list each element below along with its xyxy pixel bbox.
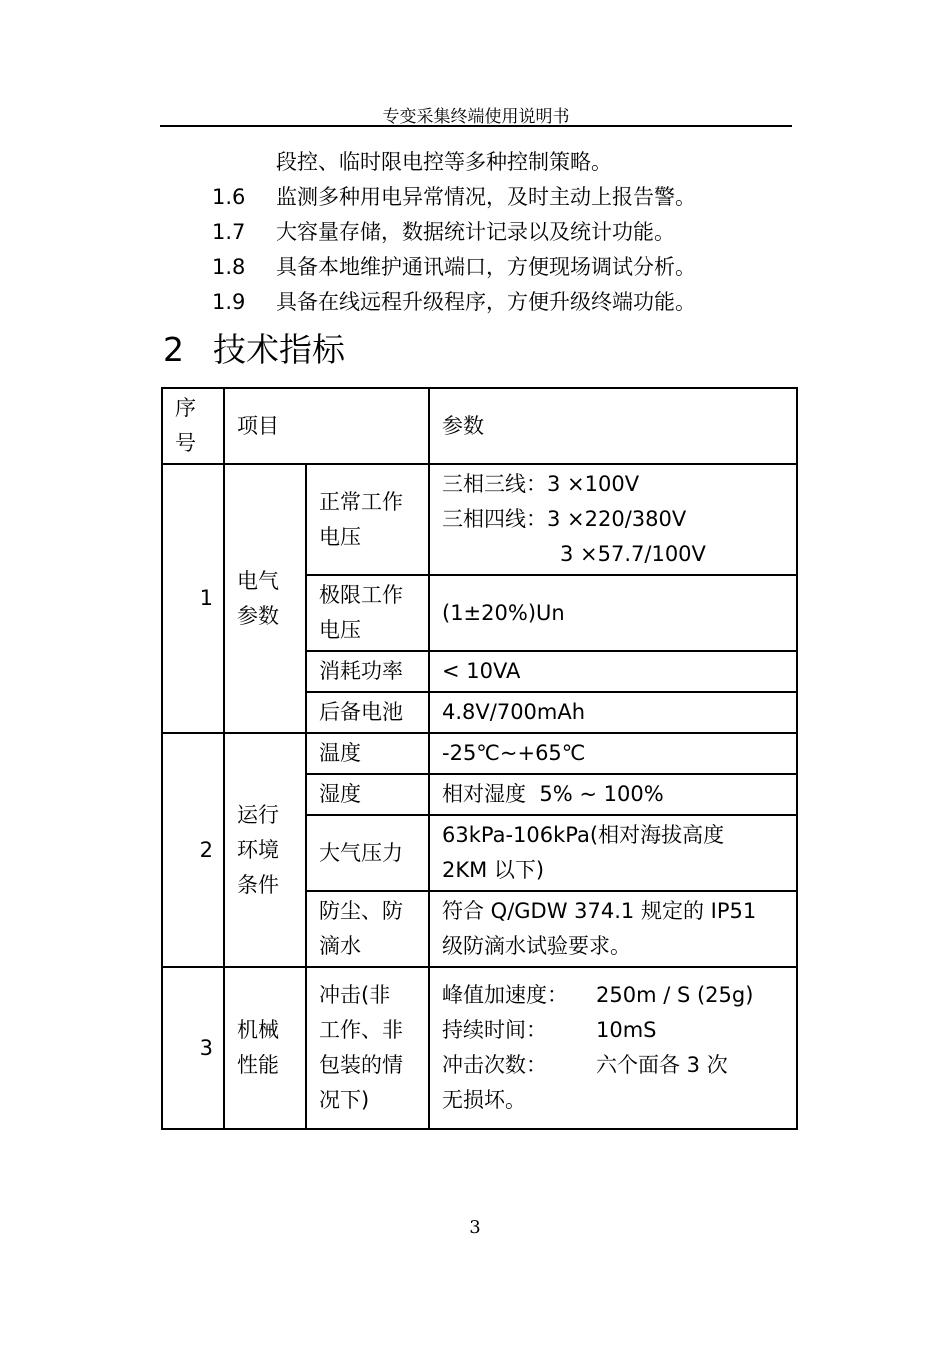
row-category	[224, 967, 306, 1129]
header-index-line: 序	[175, 396, 196, 420]
header-divider	[160, 125, 792, 127]
section-heading	[163, 324, 345, 371]
row-category	[224, 733, 306, 967]
feature-text: 具备本地维护通讯端口，方便现场调试分析。	[276, 255, 696, 279]
param-name-line: 正常工作	[319, 489, 403, 514]
header-param: 参数	[429, 388, 797, 464]
param-name	[306, 575, 429, 651]
value-text: 250m / S (25g)	[596, 983, 754, 1007]
spec-table	[161, 387, 798, 1130]
param-value: (1±20%)Un	[429, 575, 797, 651]
param-name-line: 滴水	[319, 934, 361, 958]
page-header-title: 专变采集终端使用说明书	[382, 107, 570, 127]
param-value-line: 三相四线：3 ×220/380V	[442, 507, 687, 531]
param-name-line: 防尘、防	[319, 899, 403, 923]
feature-item	[212, 181, 696, 211]
param-value: 4.8V/700mAh	[429, 692, 797, 733]
value-label: 持续时间：	[442, 1018, 547, 1042]
param-name: 温度	[306, 733, 429, 774]
row-category	[224, 464, 306, 733]
header-index	[162, 388, 224, 464]
category-line: 性能	[237, 1053, 279, 1077]
section-number: 2	[163, 330, 184, 369]
param-value	[429, 815, 797, 891]
table-row	[162, 967, 797, 1129]
param-value-line: 级防滴水试验要求。	[442, 934, 631, 958]
continuation-text: 段控、临时限电控等多种控制策略。	[276, 150, 612, 174]
param-name-line: 极限工作	[319, 583, 403, 607]
value-text: 六个面各 3 次	[596, 1053, 728, 1077]
section-title: 技术指标	[213, 330, 345, 369]
param-name	[306, 967, 429, 1129]
param-name	[306, 891, 429, 967]
category-line: 环境	[237, 837, 279, 862]
param-value-line	[442, 1013, 784, 1048]
param-value	[429, 891, 797, 967]
param-value-text: 相对湿度 5% ~ 100%	[442, 782, 664, 806]
category-line: 运行	[237, 802, 279, 827]
param-value	[429, 464, 797, 575]
param-value-line: 2KM 以下)	[442, 858, 545, 882]
param-value-line	[442, 1048, 784, 1083]
category-line: 机械	[237, 1018, 279, 1042]
feature-number: 1.7	[212, 220, 246, 244]
feature-number: 1.9	[212, 290, 246, 314]
table-row	[162, 733, 797, 774]
param-name-line: 包装的情	[319, 1053, 403, 1077]
header-index-line: 号	[175, 431, 196, 455]
feature-number: 1.6	[212, 185, 246, 209]
param-name-line: 电压	[319, 618, 361, 642]
table-header-row	[162, 388, 797, 464]
feature-text: 具备在线远程升级程序，方便升级终端功能。	[276, 290, 696, 314]
param-value-line: 三相三线：3 ×100V	[442, 472, 640, 496]
param-value-line	[442, 978, 784, 1013]
category-line: 条件	[237, 872, 279, 897]
feature-number: 1.8	[212, 255, 246, 279]
feature-text: 监测多种用电异常情况，及时主动上报告警。	[276, 185, 696, 209]
param-value-line: 63kPa-106kPa(相对海拔高度	[442, 823, 725, 847]
feature-item	[212, 216, 675, 246]
category-line: 电气	[237, 568, 279, 593]
page-number: 3	[469, 1217, 481, 1238]
param-name: 后备电池	[306, 692, 429, 733]
feature-text: 大容量存储，数据统计记录以及统计功能。	[276, 220, 675, 244]
param-name: 消耗功率	[306, 651, 429, 692]
value-text: 10mS	[596, 1018, 657, 1042]
table-row	[162, 464, 797, 575]
param-value-line: 3 ×57.7/100V	[560, 542, 706, 566]
value-label: 冲击次数：	[442, 1053, 547, 1077]
param-name-line: 工作、非	[319, 1018, 403, 1042]
param-name: 大气压力	[306, 815, 429, 891]
feature-item	[212, 286, 696, 316]
param-value	[429, 774, 797, 815]
param-name-line: 冲击(非	[319, 983, 391, 1007]
param-name	[306, 464, 429, 575]
row-index: 1	[162, 464, 224, 733]
param-value-line: 符合 Q/GDW 374.1 规定的 IP51	[442, 899, 757, 923]
param-name-line: 电压	[319, 524, 361, 549]
param-value	[429, 967, 797, 1129]
param-name-line: 况下)	[319, 1088, 370, 1112]
value-label: 峰值加速度：	[442, 983, 568, 1007]
header-item: 项目	[224, 388, 429, 464]
row-index: 3	[162, 967, 224, 1129]
param-value: < 10VA	[429, 651, 797, 692]
param-name: 湿度	[306, 774, 429, 815]
category-line: 参数	[237, 603, 279, 628]
param-value: -25℃~+65℃	[429, 733, 797, 774]
row-index: 2	[162, 733, 224, 967]
param-value-line: 无损坏。	[442, 1088, 526, 1112]
feature-item	[212, 251, 696, 281]
